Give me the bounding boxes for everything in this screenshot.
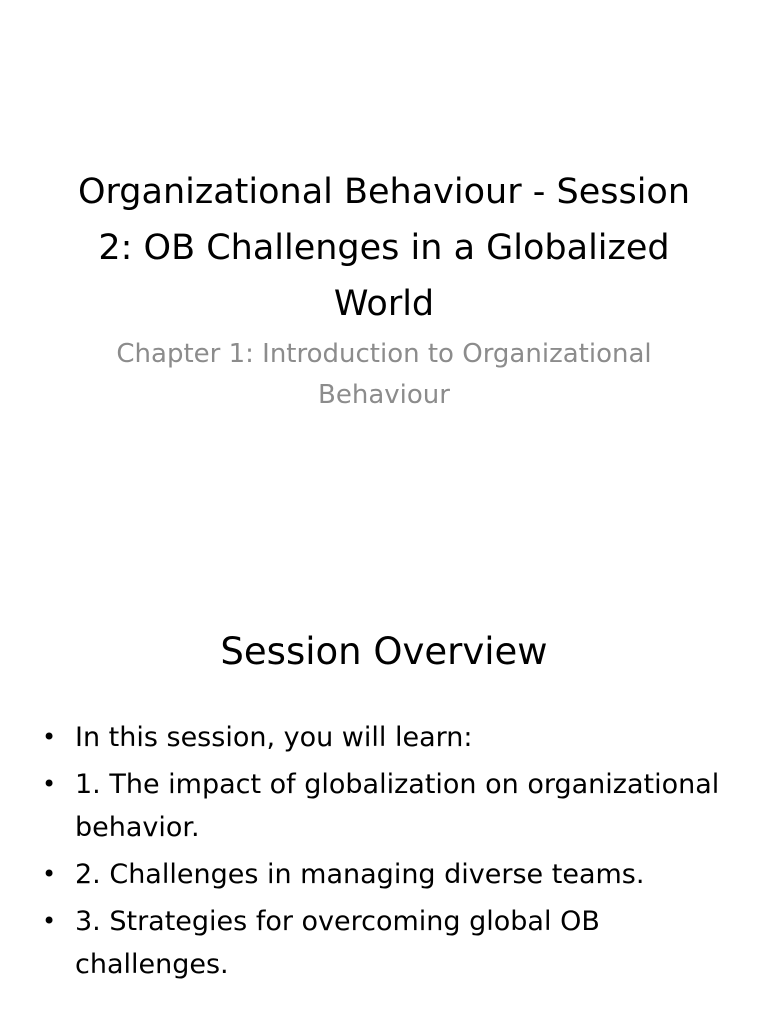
bullet-icon: •: [42, 860, 57, 888]
bullet-list: [40, 716, 740, 990]
bullet-text: 1. The impact of globalization on organizational behavior.: [75, 769, 720, 843]
overview-title: Session Overview: [220, 630, 548, 673]
bullet-icon: •: [42, 770, 57, 798]
slide-subtitle: Chapter 1: Introduction to Organizational Behaviour: [116, 339, 652, 410]
bullet-item: [40, 853, 740, 896]
bullet-icon: •: [42, 723, 57, 751]
bullet-text: In this session, you will learn:: [75, 722, 473, 753]
overview-slide: [0, 576, 768, 1024]
slide-title: Organizational Behaviour - Session 2: OB Challenges in a Globalized World: [77, 172, 691, 324]
bullet-text: 3. Strategies for overcoming global OB challenges.: [75, 906, 600, 980]
bullet-item: [40, 763, 740, 849]
bullet-icon: •: [42, 907, 57, 935]
bullet-item: [40, 716, 740, 759]
bullet-text: 2. Challenges in managing diverse teams.: [75, 859, 645, 890]
bullet-item: [40, 900, 740, 986]
